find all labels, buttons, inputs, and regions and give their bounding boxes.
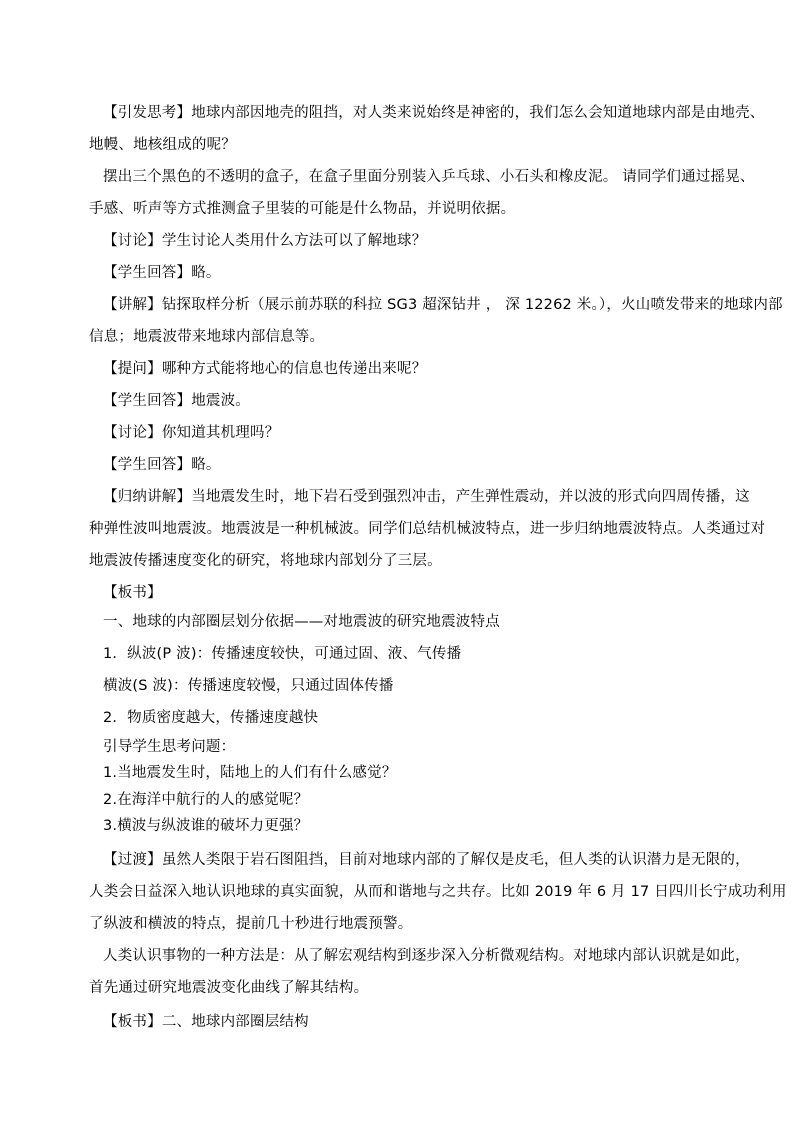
paragraph-box-activity [103, 161, 755, 193]
section-tag: 【板书】 [103, 585, 162, 601]
paragraph-continuation [89, 876, 787, 908]
paragraph-student-answer [103, 257, 743, 289]
section-tag: 【引发思考】 [103, 105, 192, 121]
section-tag: 【讨论】 [103, 425, 162, 441]
paragraph-text: 学生讨论人类用什么方法可以了解地球？ [161, 233, 427, 249]
paragraph-text: 3.横波与纵波谁的破坏力更强？ [103, 818, 309, 834]
paragraph-blackboard-two [103, 1006, 743, 1038]
paragraph-yinfa-sikao [103, 97, 765, 129]
paragraph-text: 钻探取样分析（展示前苏联的科拉 SG3 超深钻井 ， 深 12262 米。），火山喷发带来的地球内部 [161, 297, 783, 313]
paragraph-text: 横波(S 波)：传播速度较慢，只通过固体传播 [103, 678, 394, 694]
guide-question-item [103, 810, 743, 842]
paragraph-text: 地震波传播速度变化的研究，将地球内部划分了三层。 [89, 553, 442, 569]
paragraph-blackboard [103, 577, 743, 609]
paragraph-text: 摆出三个黑色的不透明的盒子，在盒子里面分别装入乒乓球、小石头和橡皮泥。 请同学们通过摇晃、 [103, 169, 755, 185]
paragraph-text: 1.当地震发生时，陆地上的人们有什么感觉？ [103, 765, 397, 781]
section-tag: 【讲解】 [103, 297, 162, 313]
paragraph-text: 一、地球的内部圈层划分依据——对地震波的研究地震波特点 [103, 614, 500, 630]
paragraph-discussion [103, 417, 743, 449]
blackboard-point-s-wave [103, 670, 743, 702]
paragraph-continuation [89, 908, 729, 940]
paragraph-text: 种弹性波叫地震波。地震波是一种机械波。同学们总结机械波特点，进一步归纳地震波特点。人类通过对 [89, 521, 766, 537]
paragraph-text: 了纵波和横波的特点，提前几十秒进行地震预警。 [89, 916, 413, 932]
paragraph-continuation [89, 513, 766, 545]
paragraph-text: 二、地球内部圈层结构 [161, 1014, 309, 1030]
paragraph-transition [103, 844, 750, 876]
paragraph-continuation [89, 545, 729, 577]
paragraph-text: 虽然人类限于岩石图阻挡，目前对地球内部的了解仅是皮毛，但人类的认识潜力是无限的， [161, 852, 750, 868]
section-tag: 【讨论】 [103, 233, 162, 249]
section-tag: 【学生回答】 [103, 265, 192, 281]
paragraph-text: 地幔、地核组成的呢？ [89, 137, 236, 153]
section-tag: 【提问】 [103, 361, 162, 377]
section-tag: 【归纳讲解】 [103, 489, 192, 505]
paragraph-summary-lecture [103, 481, 750, 513]
paragraph-text: 地球内部因地壳的阻挡，对人类来说始终是神密的，我们怎么会知道地球内部是由地壳、 [191, 105, 765, 121]
paragraph-method [103, 940, 750, 972]
paragraph-text: 首先通过研究地震波变化曲线了解其结构。 [89, 980, 369, 996]
paragraph-text: 2．物质密度越大，传播速度越快 [103, 710, 319, 726]
section-tag: 【过渡】 [103, 852, 162, 868]
paragraph-text: 略。 [191, 457, 221, 473]
paragraph-student-answer [103, 449, 743, 481]
paragraph-text: 哪种方式能将地心的信息也传递出来呢？ [161, 361, 427, 377]
section-tag: 【学生回答】 [103, 393, 192, 409]
paragraph-student-answer [103, 385, 743, 417]
paragraph-text: 引导学生思考问题： [103, 739, 236, 755]
paragraph-text: 信息；地震波带来地球内部信息等。 [89, 329, 325, 345]
paragraph-text: 手感、听声等方式推测盒子里装的可能是什么物品，并说明依据。 [89, 201, 516, 217]
blackboard-heading-one [103, 606, 743, 638]
paragraph-text: 人类会日益深入地认识地球的真实面貌，从而和谐地与之共存。比如 2019 年 6 月 17 日四川长宁成功利用 [89, 884, 787, 900]
paragraph-discussion [103, 225, 743, 257]
paragraph-text: 人类认识事物的一种方法是：从了解宏观结构到逐步深入分析微观结构。对地球内部认识就是如此， [103, 948, 750, 964]
paragraph-text: 1．纵波(P 波)：传播速度较快，可通过固、液、气传播 [103, 646, 462, 662]
paragraph-question [103, 353, 743, 385]
blackboard-point-density [103, 702, 743, 734]
paragraph-text: 当地震发生时，地下岩石受到强烈冲击，产生弹性震动，并以波的形式向四周传播，这 [191, 489, 750, 505]
paragraph-continuation [89, 321, 729, 353]
paragraph-lecture [103, 289, 783, 321]
section-tag: 【学生回答】 [103, 457, 192, 473]
paragraph-continuation [89, 129, 729, 161]
paragraph-continuation [89, 972, 729, 1004]
paragraph-text: 2.在海洋中航行的人的感觉呢？ [103, 792, 309, 808]
paragraph-text: 地震波。 [191, 393, 251, 409]
paragraph-continuation [89, 193, 729, 225]
blackboard-point-p-wave [103, 638, 743, 670]
section-tag: 【板书】 [103, 1014, 162, 1030]
paragraph-text: 你知道其机理吗？ [161, 425, 280, 441]
paragraph-text: 略。 [191, 265, 221, 281]
